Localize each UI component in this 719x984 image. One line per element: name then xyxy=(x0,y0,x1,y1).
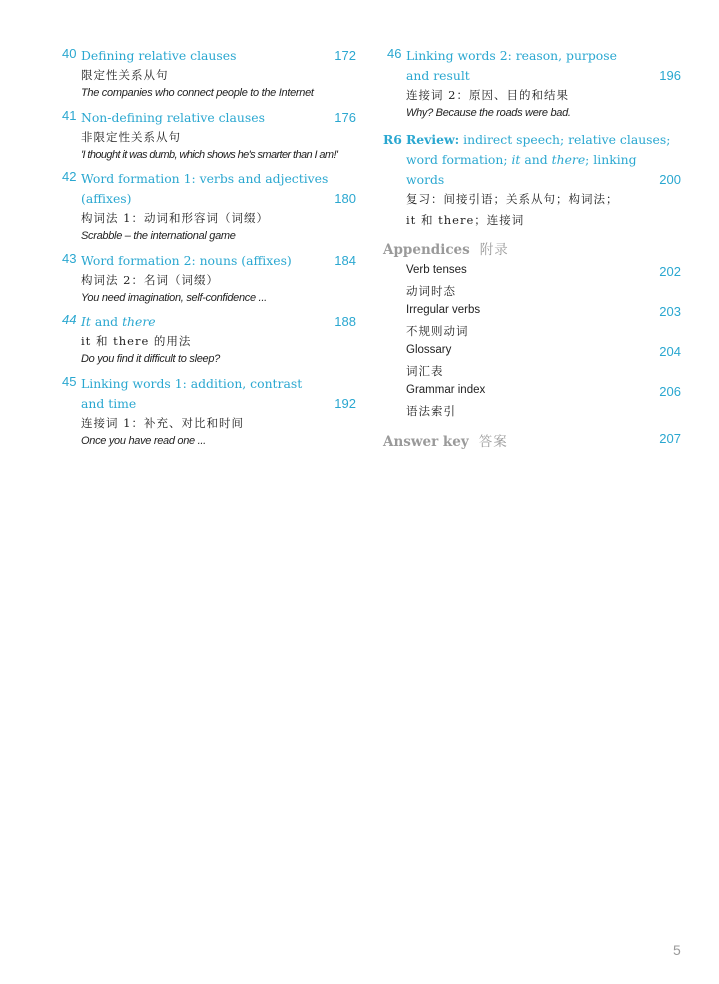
page-ref: 184 xyxy=(334,253,356,268)
unit-title-line1: Word formation 1: verbs and adjectives xyxy=(81,171,329,186)
page-ref: 176 xyxy=(334,110,356,125)
unit-title-line1: Linking words 1: addition, contrast xyxy=(81,376,303,391)
unit-number: 40 xyxy=(62,46,77,61)
page-ref: 192 xyxy=(334,396,356,411)
appendix-title-chinese: 词汇表 xyxy=(406,364,444,378)
unit-number: 43 xyxy=(62,251,77,266)
review-number: R6 xyxy=(383,132,402,147)
unit-title-chinese: 构词法 1：动词和形容词（词缀） xyxy=(81,211,269,225)
page-ref: 203 xyxy=(659,304,681,319)
unit-title-line1: Linking words 2: reason, purpose xyxy=(406,48,617,63)
section-heading: Answer key 答案 xyxy=(383,434,508,450)
appendix-title: Verb tenses xyxy=(406,264,467,276)
unit-title: Non-defining relative clauses xyxy=(81,110,265,125)
unit-title-chinese: 非限定性关系从句 xyxy=(81,130,181,144)
unit-number: 41 xyxy=(62,108,77,123)
review-title-chinese-line2: it 和 there；连接词 xyxy=(406,213,525,227)
appendix-title-chinese: 语法索引 xyxy=(406,404,456,418)
page-ref: 202 xyxy=(659,264,681,279)
page-ref: 204 xyxy=(659,344,681,359)
unit-title-chinese: 连接词 1：补充、对比和时间 xyxy=(81,416,244,430)
page-number: 5 xyxy=(673,942,681,958)
unit-title-chinese: 构词法 2：名词（词缀） xyxy=(81,273,219,287)
unit-number: 46 xyxy=(387,46,402,61)
unit-example: Once you have read one ... xyxy=(81,435,206,447)
unit-number: 45 xyxy=(62,374,77,389)
unit-title: Defining relative clauses xyxy=(81,48,237,63)
unit-example: You need imagination, self-confidence ... xyxy=(81,292,267,304)
page-ref: 207 xyxy=(659,431,681,446)
unit-title-line2: and result xyxy=(406,68,470,83)
section-heading: Appendices 附录 xyxy=(383,242,509,258)
unit-example: The companies who connect people to the Internet xyxy=(81,87,314,99)
unit-title-chinese: 连接词 2：原因、目的和结果 xyxy=(406,88,569,102)
unit-number: 44 xyxy=(62,312,77,327)
unit-title-line2: and time xyxy=(81,396,137,411)
page-ref: 180 xyxy=(334,191,356,206)
unit-title-chinese: 限定性关系从句 xyxy=(81,68,169,82)
appendix-title: Irregular verbs xyxy=(406,304,481,316)
appendix-title: Grammar index xyxy=(406,384,486,396)
unit-title: Word formation 2: nouns (affixes) xyxy=(81,253,292,268)
page-ref: 196 xyxy=(659,68,681,83)
unit-title xyxy=(81,374,362,414)
page-ref: 188 xyxy=(334,314,356,329)
unit-title-chinese: it 和 there 的用法 xyxy=(81,334,192,348)
page-ref: 200 xyxy=(659,172,681,187)
unit-number: 42 xyxy=(62,169,77,184)
unit-example: Scrabble – the international game xyxy=(81,230,236,242)
unit-title xyxy=(81,169,362,209)
unit-example: Why? Because the roads were bad. xyxy=(406,107,571,119)
unit-example: 'I thought it was dumb, which shows he's smarter than I am!' xyxy=(81,149,338,161)
unit-title-line2: (affixes) xyxy=(81,191,132,206)
appendix-title: Glossary xyxy=(406,344,452,356)
unit-example: Do you find it difficult to sleep? xyxy=(81,353,220,365)
appendix-title-chinese: 不规则动词 xyxy=(406,324,469,338)
review-title: Review: indirect speech; relative clauses; word formation; it and there; linking words xyxy=(406,132,671,187)
appendix-title-chinese: 动词时态 xyxy=(406,284,456,298)
unit-title: It and there xyxy=(81,314,156,329)
page-ref: 172 xyxy=(334,48,356,63)
review-title-chinese-line1: 复习：间接引语；关系从句；构词法； xyxy=(406,192,619,206)
page-ref: 206 xyxy=(659,384,681,399)
unit-title xyxy=(406,46,687,86)
